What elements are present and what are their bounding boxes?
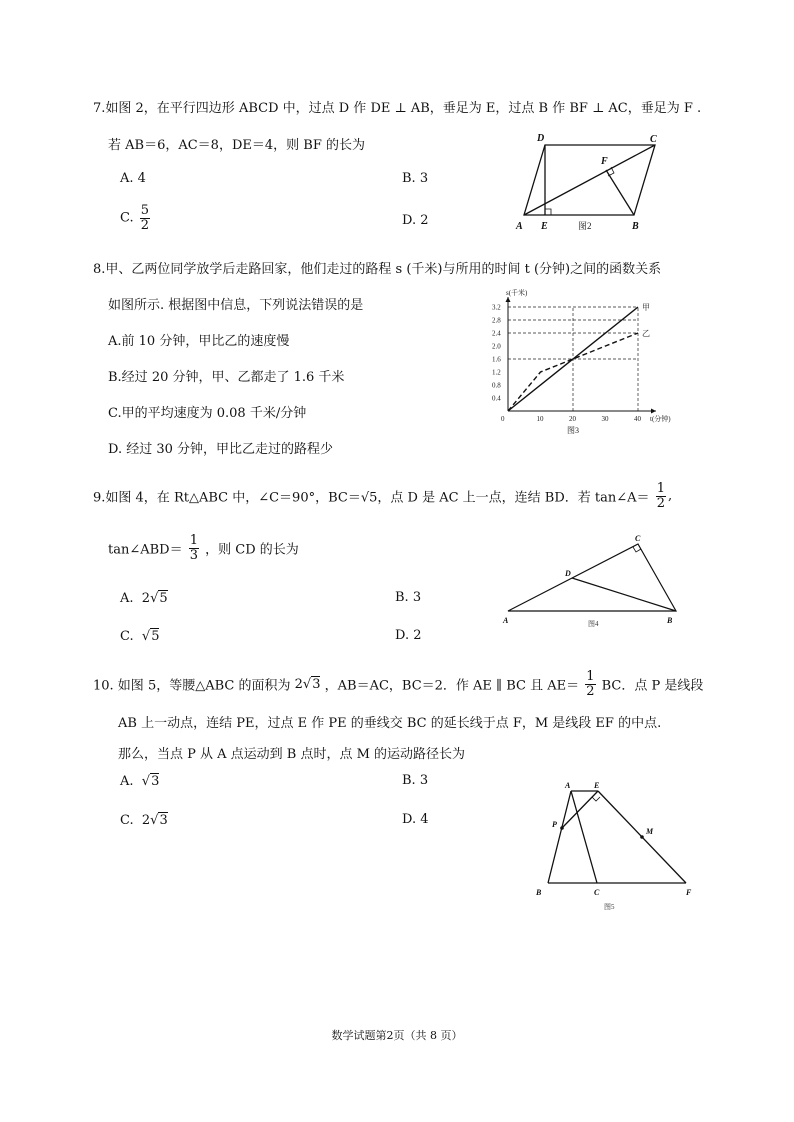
q9-option-c-radicand: 5 xyxy=(151,629,160,644)
q7-option-a: A. 4 xyxy=(120,171,146,186)
q10-half-denominator: 2 xyxy=(586,683,595,699)
label-f: F xyxy=(686,888,692,897)
q10-half-fraction xyxy=(585,670,595,698)
q10-option-c-coef: 2 xyxy=(141,813,151,828)
chart-caption: 图3 xyxy=(567,426,579,435)
q8-stem: 8.甲、乙两位同学放学后走路回家，他们走过的路程 s (千米)与所用的时间 t (分钟)之间的函数关系 xyxy=(93,262,662,277)
q10-line2: AB 上一动点，连结 PE，过点 E 作 PE 的垂线交 BC 的延长线于点 F，M 是线段 EF 的中点. xyxy=(118,716,662,731)
q9-option-a-radicand: 5 xyxy=(159,591,168,606)
label-c: C xyxy=(635,534,641,543)
chart-y-tick-label-1: 0.8 xyxy=(492,381,501,390)
label-a: A xyxy=(516,221,523,232)
q7-figure-caption: 图2 xyxy=(578,221,592,231)
q9-option-d: D. 2 xyxy=(395,628,422,643)
q9-option-c-sqrt: √5 xyxy=(141,629,160,644)
q9-option-a-coef: 2 xyxy=(141,591,151,606)
chart-y-tick-label-6: 2.8 xyxy=(492,316,501,325)
chart-y-tick-label-5: 2.4 xyxy=(492,329,501,338)
triangle-abc xyxy=(508,544,676,611)
chart-x-axis-label: t(分钟) xyxy=(650,415,671,423)
q10-stem xyxy=(93,670,703,698)
q9-tan-abd-numerator: 1 xyxy=(189,533,199,548)
chart-y-tick-label-4: 2.0 xyxy=(492,342,501,351)
chart-x-tick-label-0: 0 xyxy=(501,415,505,423)
q9-option-c-label: C. xyxy=(120,629,134,644)
q10-option-c xyxy=(120,812,168,828)
chart-y-arrow xyxy=(506,297,511,302)
label-c: C xyxy=(594,888,600,897)
q7-parallelogram-figure xyxy=(510,128,670,238)
q10-option-b: B. 3 xyxy=(402,773,429,788)
page-footer: 数学试题第2页（共 8 页） xyxy=(331,1029,463,1042)
q9-tan-abd-denominator: 3 xyxy=(189,547,199,563)
q7-option-d: D. 2 xyxy=(402,213,429,228)
q9-line2-tail: ，则 CD 的长为 xyxy=(205,542,299,558)
label-b: B xyxy=(536,888,542,897)
q9-option-a-sqrt: √5 xyxy=(150,591,168,606)
q10-option-c-radicand: 3 xyxy=(159,813,168,828)
q10-half-numerator: 1 xyxy=(586,669,595,684)
q7-option-c-fraction xyxy=(140,204,150,232)
q7-option-b: B. 3 xyxy=(402,171,429,186)
q10-option-a-radicand: 3 xyxy=(151,774,160,789)
chart-y-tick-label-2: 1.2 xyxy=(492,368,501,377)
label-d: D xyxy=(565,569,571,578)
q8-option-b: B.经过 20 分钟，甲、乙都走了 1.6 千米 xyxy=(108,370,345,385)
q10-option-a-label: A. xyxy=(120,774,134,789)
chart-x-arrow xyxy=(651,409,656,414)
chart-x-tick-label-2: 20 xyxy=(569,415,576,423)
q9-triangle-figure xyxy=(500,530,690,635)
chart-y-tick-label-7: 3.2 xyxy=(492,303,501,312)
chart-x-tick-label-3: 30 xyxy=(601,415,609,423)
q9-option-b: B. 3 xyxy=(395,590,422,605)
q9-tan-a-fraction xyxy=(656,482,666,510)
q10-area-sqrt: √3 xyxy=(302,677,321,693)
q9-option-a-label: A. xyxy=(120,591,134,606)
q7-option-c xyxy=(120,204,152,232)
label-c: C xyxy=(650,134,657,145)
chart-series-label-0: 甲 xyxy=(642,303,650,312)
q9-tan-abd-label: tan∠ABD＝ xyxy=(108,542,183,558)
chart-x-tick-label-4: 40 xyxy=(634,415,641,423)
chart-y-tick-label-0: 0.4 xyxy=(492,394,501,403)
q7-option-c-numerator: 5 xyxy=(140,203,150,218)
q10-line3: 那么，当点 P 从 A 点运动到 B 点时，点 M 的运动路径长为 xyxy=(118,747,466,762)
segment-ab xyxy=(548,791,571,883)
q10-figure-caption: 图5 xyxy=(604,903,615,911)
q9-line2 xyxy=(108,534,299,562)
q7-stem: 7.如图 2，在平行四边形 ABCD 中，过点 D 作 DE ⊥ AB，垂足为 E，过点 B 作 BF ⊥ AC，垂足为 F . xyxy=(93,101,702,116)
q8-option-c: C.甲的平均速度为 0.08 千米/分钟 xyxy=(108,406,307,421)
q10-option-a-sqrt: √3 xyxy=(141,774,160,789)
q9-figure-caption: 图4 xyxy=(588,620,599,628)
q7-line2: 若 AB＝6，AC＝8，DE＝4，则 BF 的长为 xyxy=(108,138,365,153)
q9-option-c xyxy=(120,628,159,644)
label-b: B xyxy=(667,616,673,625)
q10-option-c-label: C. xyxy=(120,813,134,828)
q10-area-coef: 2 xyxy=(294,677,303,693)
label-d: D xyxy=(537,133,545,144)
q10-trapezoid-figure xyxy=(528,775,708,915)
q9-stem-text: 9.如图 4，在 Rt△ABC 中，∠C＝90°，BC＝√5，点 D 是 AC 上一点，连结 BD．若 tan∠A＝ xyxy=(93,490,650,506)
point-p xyxy=(560,826,564,830)
right-angle-mark-e xyxy=(545,209,551,215)
q7-option-c-denominator: 2 xyxy=(140,217,150,233)
q8-option-d: D. 经过 30 分钟，甲比乙走过的路程少 xyxy=(108,442,334,457)
q9-tan-a-denominator: 2 xyxy=(656,495,665,511)
label-m: M xyxy=(646,827,654,836)
q10-option-d: D. 4 xyxy=(402,812,429,827)
chart-y-tick-label-3: 1.6 xyxy=(492,355,501,364)
diagonal-ac xyxy=(524,145,655,215)
q10-stem-end: BC．点 P 是线段 xyxy=(601,678,704,694)
q8-distance-time-chart xyxy=(480,283,695,443)
label-b: B xyxy=(632,221,639,232)
right-angle-mark-e xyxy=(592,797,600,801)
label-f: F xyxy=(601,156,608,167)
chart-series-label-1: 乙 xyxy=(642,329,650,338)
q10-stem-middle: ，AB＝AC，BC＝2．作 AE ∥ BC 且 AE＝ xyxy=(324,678,580,694)
q10-stem-start: 10. 如图 5，等腰△ABC 的面积为 xyxy=(93,678,291,694)
q10-area-radicand: 3 xyxy=(312,677,321,693)
label-e: E xyxy=(541,221,548,232)
q9-stem: 9.如图 4，在 Rt△ABC 中，∠C＝90°，BC＝√5，点 D 是 AC 上一点，连结 BD．若 tan∠A＝ $\frac{1}{2}$ , xyxy=(93,481,673,511)
segment-bf xyxy=(606,170,634,215)
label-a: A xyxy=(565,781,571,790)
point-m xyxy=(640,835,644,839)
q9-tan-abd-fraction xyxy=(189,534,199,562)
label-a: A xyxy=(503,616,509,625)
q9-tan-a-numerator: 1 xyxy=(656,481,665,496)
q10-option-a xyxy=(120,773,159,789)
q8-line2: 如图所示. 根据图中信息，下列说法错误的是 xyxy=(108,298,364,313)
label-e: E xyxy=(594,781,600,790)
q10-option-c-sqrt: √3 xyxy=(150,813,168,828)
q8-option-a: A.前 10 分钟，甲比乙的速度慢 xyxy=(108,334,290,349)
chart-x-tick-label-1: 10 xyxy=(536,415,544,423)
q7-option-c-label: C. xyxy=(120,210,134,226)
q9-option-a xyxy=(120,590,168,606)
label-p: P xyxy=(552,820,557,829)
chart-y-axis-label: s(千米) xyxy=(506,289,528,297)
